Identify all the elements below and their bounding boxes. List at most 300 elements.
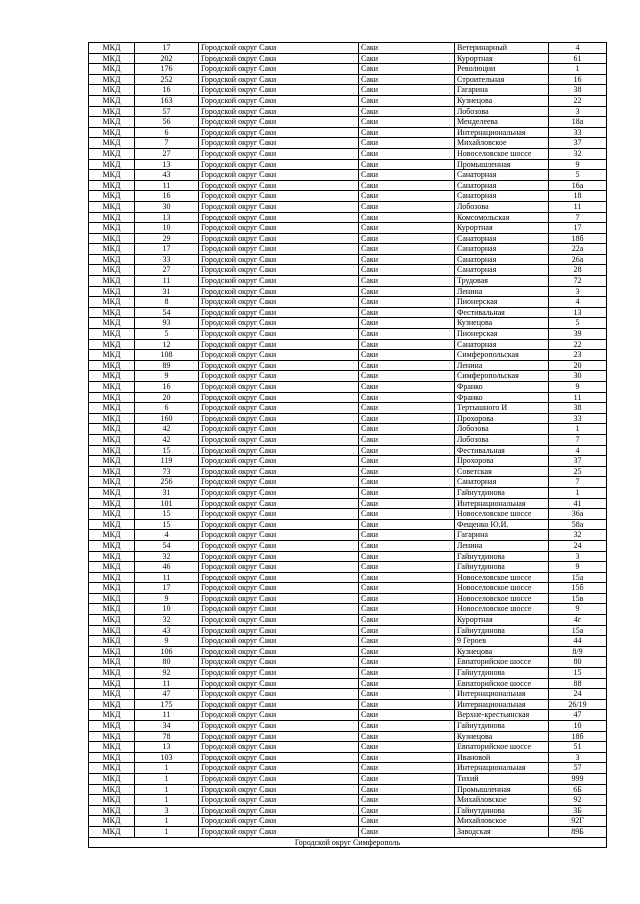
type-cell: МКД: [89, 318, 135, 329]
district-cell: Городской округ Саки: [199, 816, 359, 827]
city-cell: Саки: [359, 170, 455, 181]
city-cell: Саки: [359, 223, 455, 234]
street-cell: Интернациональная: [455, 689, 549, 700]
table-row: [89, 519, 607, 530]
house-cell: 4: [549, 297, 607, 308]
house-cell: 23: [549, 350, 607, 361]
count-cell: 175: [135, 699, 199, 710]
house-cell: 18б: [549, 233, 607, 244]
table-row: [89, 689, 607, 700]
table-row: [89, 593, 607, 604]
district-cell: Городской округ Саки: [199, 360, 359, 371]
city-cell: Саки: [359, 138, 455, 149]
table-row: [89, 572, 607, 583]
district-cell: Городской округ Саки: [199, 53, 359, 64]
street-cell: Ленина: [455, 286, 549, 297]
street-cell: Советская: [455, 466, 549, 477]
count-cell: 11: [135, 572, 199, 583]
district-cell: Городской округ Саки: [199, 456, 359, 467]
table-row: [89, 710, 607, 721]
city-cell: Саки: [359, 551, 455, 562]
type-cell: МКД: [89, 477, 135, 488]
type-cell: МКД: [89, 826, 135, 837]
city-cell: Саки: [359, 710, 455, 721]
table-body: [89, 43, 607, 848]
street-cell: Симферопольская: [455, 350, 549, 361]
district-cell: Городской округ Саки: [199, 434, 359, 445]
city-cell: Саки: [359, 456, 455, 467]
type-cell: МКД: [89, 445, 135, 456]
table-row: [89, 752, 607, 763]
count-cell: 15: [135, 445, 199, 456]
district-cell: Городской округ Саки: [199, 710, 359, 721]
house-cell: 4г: [549, 615, 607, 626]
count-cell: 43: [135, 625, 199, 636]
table-row: [89, 657, 607, 668]
district-cell: Городской округ Саки: [199, 636, 359, 647]
house-cell: 22а: [549, 244, 607, 255]
city-cell: Саки: [359, 773, 455, 784]
city-cell: Саки: [359, 487, 455, 498]
type-cell: МКД: [89, 699, 135, 710]
city-cell: Саки: [359, 244, 455, 255]
count-cell: 10: [135, 604, 199, 615]
house-cell: 16а: [549, 180, 607, 191]
table-row: [89, 816, 607, 827]
house-cell: 58а: [549, 519, 607, 530]
city-cell: Саки: [359, 826, 455, 837]
table-row: [89, 148, 607, 159]
house-cell: 1: [549, 64, 607, 75]
type-cell: МКД: [89, 201, 135, 212]
district-cell: Городской округ Саки: [199, 350, 359, 361]
district-cell: Городской округ Саки: [199, 286, 359, 297]
city-cell: Саки: [359, 540, 455, 551]
count-cell: 11: [135, 678, 199, 689]
street-cell: Фестивальная: [455, 445, 549, 456]
type-cell: МКД: [89, 403, 135, 414]
street-cell: Комсомольская: [455, 212, 549, 223]
house-cell: 11: [549, 392, 607, 403]
table-row: [89, 43, 607, 54]
city-cell: Саки: [359, 233, 455, 244]
table-row: [89, 731, 607, 742]
house-cell: 22: [549, 95, 607, 106]
street-cell: Санаторная: [455, 254, 549, 265]
count-cell: 6: [135, 403, 199, 414]
count-cell: 1: [135, 816, 199, 827]
district-cell: Городской округ Саки: [199, 191, 359, 202]
district-cell: Городской округ Саки: [199, 752, 359, 763]
count-cell: 31: [135, 286, 199, 297]
table-row: [89, 678, 607, 689]
street-cell: Строительная: [455, 74, 549, 85]
district-cell: Городской округ Саки: [199, 519, 359, 530]
count-cell: 42: [135, 434, 199, 445]
street-cell: Интернациональная: [455, 699, 549, 710]
house-cell: 18: [549, 191, 607, 202]
district-cell: Городской округ Саки: [199, 138, 359, 149]
house-cell: 11: [549, 201, 607, 212]
house-cell: 15б: [549, 583, 607, 594]
district-cell: Городской округ Саки: [199, 148, 359, 159]
district-cell: Городской округ Саки: [199, 763, 359, 774]
table-row: [89, 64, 607, 75]
district-cell: Городской округ Саки: [199, 487, 359, 498]
house-cell: 38: [549, 85, 607, 96]
city-cell: Саки: [359, 350, 455, 361]
type-cell: МКД: [89, 85, 135, 96]
house-cell: 25: [549, 466, 607, 477]
type-cell: МКД: [89, 53, 135, 64]
city-cell: Саки: [359, 572, 455, 583]
count-cell: 101: [135, 498, 199, 509]
type-cell: МКД: [89, 339, 135, 350]
count-cell: 202: [135, 53, 199, 64]
table-row: [89, 625, 607, 636]
type-cell: МКД: [89, 784, 135, 795]
count-cell: 31: [135, 487, 199, 498]
district-cell: Городской округ Саки: [199, 721, 359, 732]
city-cell: Саки: [359, 127, 455, 138]
type-cell: МКД: [89, 509, 135, 520]
street-cell: Тихий: [455, 773, 549, 784]
type-cell: МКД: [89, 689, 135, 700]
city-cell: Саки: [359, 74, 455, 85]
district-cell: Городской округ Саки: [199, 689, 359, 700]
street-cell: Франко: [455, 392, 549, 403]
city-cell: Саки: [359, 625, 455, 636]
street-cell: Прохорова: [455, 413, 549, 424]
city-cell: Саки: [359, 816, 455, 827]
type-cell: МКД: [89, 678, 135, 689]
type-cell: МКД: [89, 265, 135, 276]
district-cell: Городской округ Саки: [199, 678, 359, 689]
type-cell: МКД: [89, 657, 135, 668]
house-cell: 15в: [549, 593, 607, 604]
city-cell: Саки: [359, 752, 455, 763]
district-cell: Городской округ Саки: [199, 826, 359, 837]
city-cell: Саки: [359, 191, 455, 202]
city-cell: Саки: [359, 763, 455, 774]
street-cell: Новоселовское шоссе: [455, 583, 549, 594]
document-page: [88, 42, 606, 848]
city-cell: Саки: [359, 318, 455, 329]
type-cell: МКД: [89, 233, 135, 244]
count-cell: 3: [135, 805, 199, 816]
count-cell: 106: [135, 646, 199, 657]
type-cell: МКД: [89, 636, 135, 647]
table-row: [89, 456, 607, 467]
street-cell: Гайнутдинова: [455, 625, 549, 636]
count-cell: 1: [135, 773, 199, 784]
house-cell: 18а: [549, 117, 607, 128]
street-cell: Санаторная: [455, 170, 549, 181]
count-cell: 27: [135, 148, 199, 159]
house-cell: 15: [549, 668, 607, 679]
street-cell: Пионерская: [455, 297, 549, 308]
table-row: [89, 159, 607, 170]
street-cell: Гайнутдинова: [455, 562, 549, 573]
house-cell: 3: [549, 551, 607, 562]
type-cell: МКД: [89, 752, 135, 763]
count-cell: 9: [135, 593, 199, 604]
count-cell: 78: [135, 731, 199, 742]
district-cell: Городской округ Саки: [199, 604, 359, 615]
count-cell: 8: [135, 297, 199, 308]
type-cell: МКД: [89, 742, 135, 753]
table-row: [89, 413, 607, 424]
city-cell: Саки: [359, 85, 455, 96]
housing-table: [88, 42, 607, 848]
city-cell: Саки: [359, 276, 455, 287]
count-cell: 163: [135, 95, 199, 106]
house-cell: 57: [549, 763, 607, 774]
table-row: [89, 106, 607, 117]
street-cell: Лобозова: [455, 424, 549, 435]
city-cell: Саки: [359, 657, 455, 668]
street-cell: Ивановой: [455, 752, 549, 763]
table-row: [89, 773, 607, 784]
count-cell: 92: [135, 668, 199, 679]
type-cell: МКД: [89, 434, 135, 445]
house-cell: 33: [549, 127, 607, 138]
district-cell: Городской округ Саки: [199, 371, 359, 382]
type-cell: МКД: [89, 795, 135, 806]
table-row: [89, 371, 607, 382]
count-cell: 119: [135, 456, 199, 467]
house-cell: 18б: [549, 731, 607, 742]
district-cell: Городской округ Саки: [199, 392, 359, 403]
type-cell: МКД: [89, 180, 135, 191]
district-cell: Городской округ Саки: [199, 805, 359, 816]
city-cell: Саки: [359, 424, 455, 435]
house-cell: 3Б: [549, 805, 607, 816]
district-cell: Городской округ Саки: [199, 233, 359, 244]
city-cell: Саки: [359, 530, 455, 541]
count-cell: 13: [135, 159, 199, 170]
house-cell: 6Б: [549, 784, 607, 795]
street-cell: Гайнутдинова: [455, 551, 549, 562]
table-row: [89, 826, 607, 837]
city-cell: Саки: [359, 477, 455, 488]
city-cell: Саки: [359, 307, 455, 318]
table-row: [89, 329, 607, 340]
street-cell: Ветеринарный: [455, 43, 549, 54]
street-cell: Трудовая: [455, 276, 549, 287]
house-cell: 92: [549, 795, 607, 806]
table-row: [89, 498, 607, 509]
city-cell: Саки: [359, 784, 455, 795]
table-row: [89, 286, 607, 297]
street-cell: Ленина: [455, 360, 549, 371]
house-cell: 24: [549, 540, 607, 551]
table-row: [89, 540, 607, 551]
table-row: [89, 318, 607, 329]
city-cell: Саки: [359, 689, 455, 700]
type-cell: МКД: [89, 816, 135, 827]
district-cell: Городской округ Саки: [199, 85, 359, 96]
city-cell: Саки: [359, 678, 455, 689]
count-cell: 43: [135, 170, 199, 181]
house-cell: 15а: [549, 625, 607, 636]
type-cell: МКД: [89, 223, 135, 234]
city-cell: Саки: [359, 53, 455, 64]
district-cell: Городской округ Саки: [199, 445, 359, 456]
house-cell: 7: [549, 434, 607, 445]
type-cell: МКД: [89, 625, 135, 636]
count-cell: 15: [135, 509, 199, 520]
table-row: [89, 477, 607, 488]
street-cell: Гайнутдинова: [455, 487, 549, 498]
type-cell: МКД: [89, 329, 135, 340]
district-cell: Городской округ Саки: [199, 625, 359, 636]
count-cell: 13: [135, 212, 199, 223]
district-cell: Городской округ Саки: [199, 74, 359, 85]
count-cell: 176: [135, 64, 199, 75]
district-cell: Городской округ Саки: [199, 403, 359, 414]
district-cell: Городской округ Саки: [199, 424, 359, 435]
city-cell: Саки: [359, 805, 455, 816]
house-cell: 1: [549, 487, 607, 498]
street-cell: Евпаторийское шоссе: [455, 657, 549, 668]
street-cell: Революции: [455, 64, 549, 75]
district-cell: Городской округ Саки: [199, 329, 359, 340]
street-cell: Санаторная: [455, 191, 549, 202]
city-cell: Саки: [359, 64, 455, 75]
district-cell: Городской округ Саки: [199, 43, 359, 54]
table-row: [89, 615, 607, 626]
type-cell: МКД: [89, 572, 135, 583]
house-cell: 92Г: [549, 816, 607, 827]
type-cell: МКД: [89, 731, 135, 742]
district-cell: Городской округ Саки: [199, 551, 359, 562]
table-row: [89, 562, 607, 573]
street-cell: Кузнецова: [455, 731, 549, 742]
street-cell: Гагарина: [455, 530, 549, 541]
district-cell: Городской округ Саки: [199, 742, 359, 753]
table-row: [89, 350, 607, 361]
type-cell: МКД: [89, 170, 135, 181]
house-cell: 22: [549, 339, 607, 350]
count-cell: 34: [135, 721, 199, 732]
city-cell: Саки: [359, 265, 455, 276]
count-cell: 93: [135, 318, 199, 329]
count-cell: 30: [135, 201, 199, 212]
street-cell: Гагарина: [455, 85, 549, 96]
type-cell: МКД: [89, 159, 135, 170]
city-cell: Саки: [359, 636, 455, 647]
house-cell: 32: [549, 148, 607, 159]
count-cell: 1: [135, 795, 199, 806]
type-cell: МКД: [89, 424, 135, 435]
house-cell: 4: [549, 43, 607, 54]
district-cell: Городской округ Саки: [199, 307, 359, 318]
street-cell: Кузнецова: [455, 95, 549, 106]
house-cell: 33: [549, 413, 607, 424]
city-cell: Саки: [359, 615, 455, 626]
city-cell: Саки: [359, 562, 455, 573]
table-row: [89, 636, 607, 647]
street-cell: Гайнутдинова: [455, 668, 549, 679]
house-cell: 36а: [549, 509, 607, 520]
table-row: [89, 85, 607, 96]
district-cell: Городской округ Саки: [199, 498, 359, 509]
table-row: [89, 646, 607, 657]
table-row: [89, 668, 607, 679]
district-cell: Городской округ Саки: [199, 265, 359, 276]
section-heading: Городской округ Симферополь: [89, 837, 607, 848]
house-cell: 9: [549, 159, 607, 170]
house-cell: 61: [549, 53, 607, 64]
city-cell: Саки: [359, 339, 455, 350]
type-cell: МКД: [89, 127, 135, 138]
district-cell: Городской округ Саки: [199, 382, 359, 393]
house-cell: 13: [549, 307, 607, 318]
district-cell: Городской округ Саки: [199, 646, 359, 657]
district-cell: Городской округ Саки: [199, 318, 359, 329]
street-cell: Гайнутдинова: [455, 721, 549, 732]
street-cell: Евпаторийское шоссе: [455, 678, 549, 689]
house-cell: 16: [549, 74, 607, 85]
count-cell: 54: [135, 307, 199, 318]
street-cell: Санаторная: [455, 339, 549, 350]
type-cell: МКД: [89, 805, 135, 816]
count-cell: 6: [135, 127, 199, 138]
count-cell: 16: [135, 382, 199, 393]
street-cell: Михайловское: [455, 138, 549, 149]
count-cell: 16: [135, 191, 199, 202]
table-row: [89, 530, 607, 541]
street-cell: Интернациональная: [455, 127, 549, 138]
district-cell: Городской округ Саки: [199, 413, 359, 424]
table-row: [89, 233, 607, 244]
count-cell: 10: [135, 223, 199, 234]
house-cell: 37: [549, 456, 607, 467]
count-cell: 47: [135, 689, 199, 700]
district-cell: Городской округ Саки: [199, 615, 359, 626]
house-cell: 28: [549, 265, 607, 276]
table-row: [89, 53, 607, 64]
house-cell: 9: [549, 382, 607, 393]
city-cell: Саки: [359, 721, 455, 732]
count-cell: 32: [135, 551, 199, 562]
house-cell: 72: [549, 276, 607, 287]
count-cell: 27: [135, 265, 199, 276]
city-cell: Саки: [359, 106, 455, 117]
city-cell: Саки: [359, 360, 455, 371]
house-cell: 44: [549, 636, 607, 647]
city-cell: Саки: [359, 699, 455, 710]
city-cell: Саки: [359, 392, 455, 403]
street-cell: Михайловское: [455, 816, 549, 827]
type-cell: МКД: [89, 530, 135, 541]
city-cell: Саки: [359, 434, 455, 445]
district-cell: Городской округ Саки: [199, 117, 359, 128]
type-cell: МКД: [89, 212, 135, 223]
house-cell: 5: [549, 170, 607, 181]
district-cell: Городской округ Саки: [199, 795, 359, 806]
city-cell: Саки: [359, 795, 455, 806]
count-cell: 20: [135, 392, 199, 403]
district-cell: Городской округ Саки: [199, 64, 359, 75]
table-row: [89, 138, 607, 149]
type-cell: МКД: [89, 286, 135, 297]
count-cell: 33: [135, 254, 199, 265]
city-cell: Саки: [359, 466, 455, 477]
city-cell: Саки: [359, 509, 455, 520]
type-cell: МКД: [89, 668, 135, 679]
